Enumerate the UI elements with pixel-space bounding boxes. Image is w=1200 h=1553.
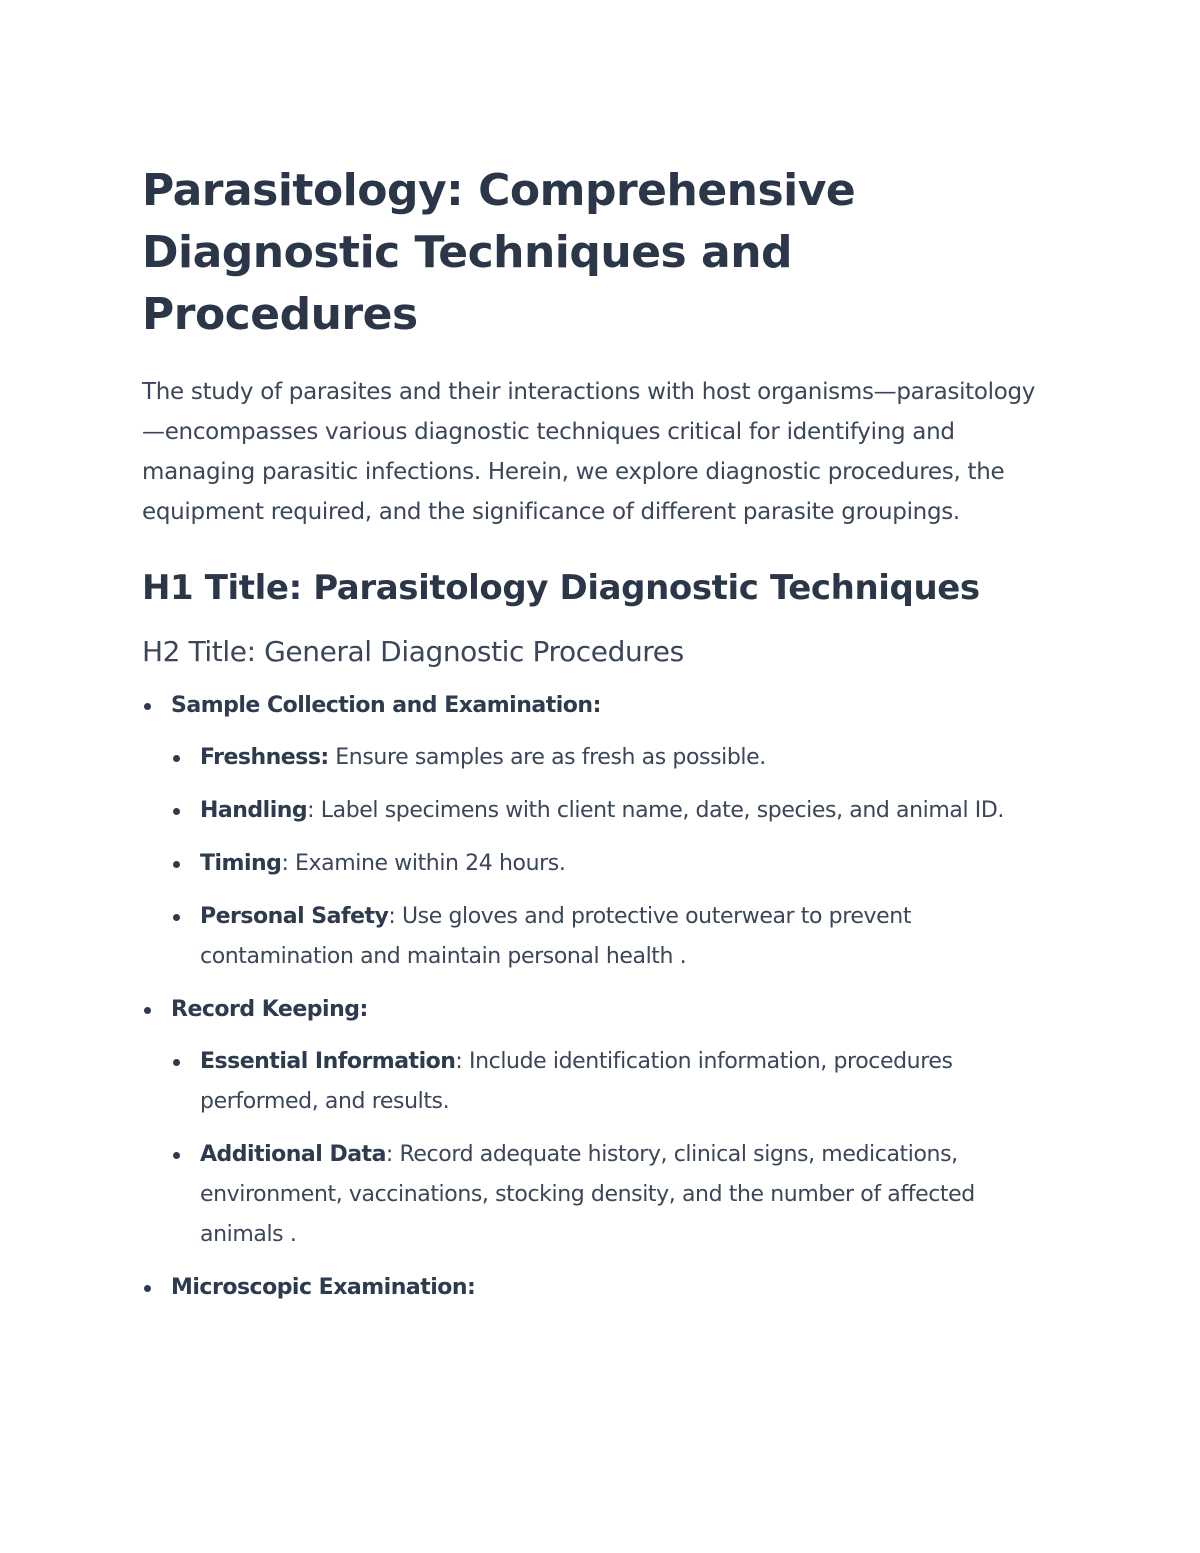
bullet-icon xyxy=(173,914,180,921)
bullet-icon xyxy=(173,755,180,762)
sub-list-item xyxy=(171,844,1050,884)
sub-item-text: Ensure samples are as fresh as possible. xyxy=(328,745,766,770)
sub-item-text: : Use gloves and protective outerwear to prevent contamination and maintain personal health . xyxy=(200,904,912,969)
sub-item-term: Freshness: xyxy=(200,745,329,770)
sub-item-text: : Record adequate history, clinical signs, medications, environment, vaccinations, stocking density, and the number of affected animals . xyxy=(200,1142,975,1247)
sub-list xyxy=(171,738,1050,977)
list-item-label: Record Keeping: xyxy=(171,997,368,1022)
sub-item-text: : Examine within 24 hours. xyxy=(281,851,566,876)
bullet-icon xyxy=(144,1285,151,1292)
section-heading-h1: H1 Title: Parasitology Diagnostic Techniques xyxy=(142,568,980,608)
sub-item-term: Additional Data xyxy=(200,1142,386,1167)
bullet-icon xyxy=(173,1152,180,1159)
sub-list-item xyxy=(171,897,1050,977)
sub-item-text: : Include identification information, procedures performed, and results. xyxy=(200,1049,953,1114)
intro-paragraph: The study of parasites and their interactions with host organisms—parasitology—encompasses various diagnostic techniques critical for identifying and managing parasitic infections. Herein, we explore diagnostic procedures, the equipment required, and the significance of different parasite groupings. xyxy=(142,379,1036,525)
list-item-label: Microscopic Examination: xyxy=(171,1275,476,1300)
sub-list-item xyxy=(171,1135,1050,1255)
bullet-icon xyxy=(144,703,151,710)
list-item-label: Sample Collection and Examination: xyxy=(171,693,601,718)
sub-list-item xyxy=(171,738,1050,778)
sub-list xyxy=(171,1042,1050,1255)
sub-item-term: Essential Information xyxy=(200,1049,456,1074)
sub-item-term: Personal Safety xyxy=(200,904,389,929)
list-item xyxy=(142,1268,1050,1308)
sub-item-term: Handling xyxy=(200,798,308,823)
document-title: Parasitology: Comprehensive Diagnostic Techniques and Procedures xyxy=(142,165,856,340)
bullet-icon xyxy=(173,861,180,868)
sub-item-term: Timing xyxy=(200,851,282,876)
list-item xyxy=(142,686,1050,977)
bullet-icon xyxy=(144,1007,151,1014)
bullet-icon xyxy=(173,1059,180,1066)
list-item xyxy=(142,990,1050,1255)
procedures-list xyxy=(142,686,1050,1308)
section-heading-h2: H2 Title: General Diagnostic Procedures xyxy=(142,635,684,668)
sub-list-item xyxy=(171,791,1050,831)
sub-list-item xyxy=(171,1042,1050,1122)
bullet-icon xyxy=(173,808,180,815)
sub-item-text: : Label specimens with client name, date, species, and animal ID. xyxy=(307,798,1005,823)
